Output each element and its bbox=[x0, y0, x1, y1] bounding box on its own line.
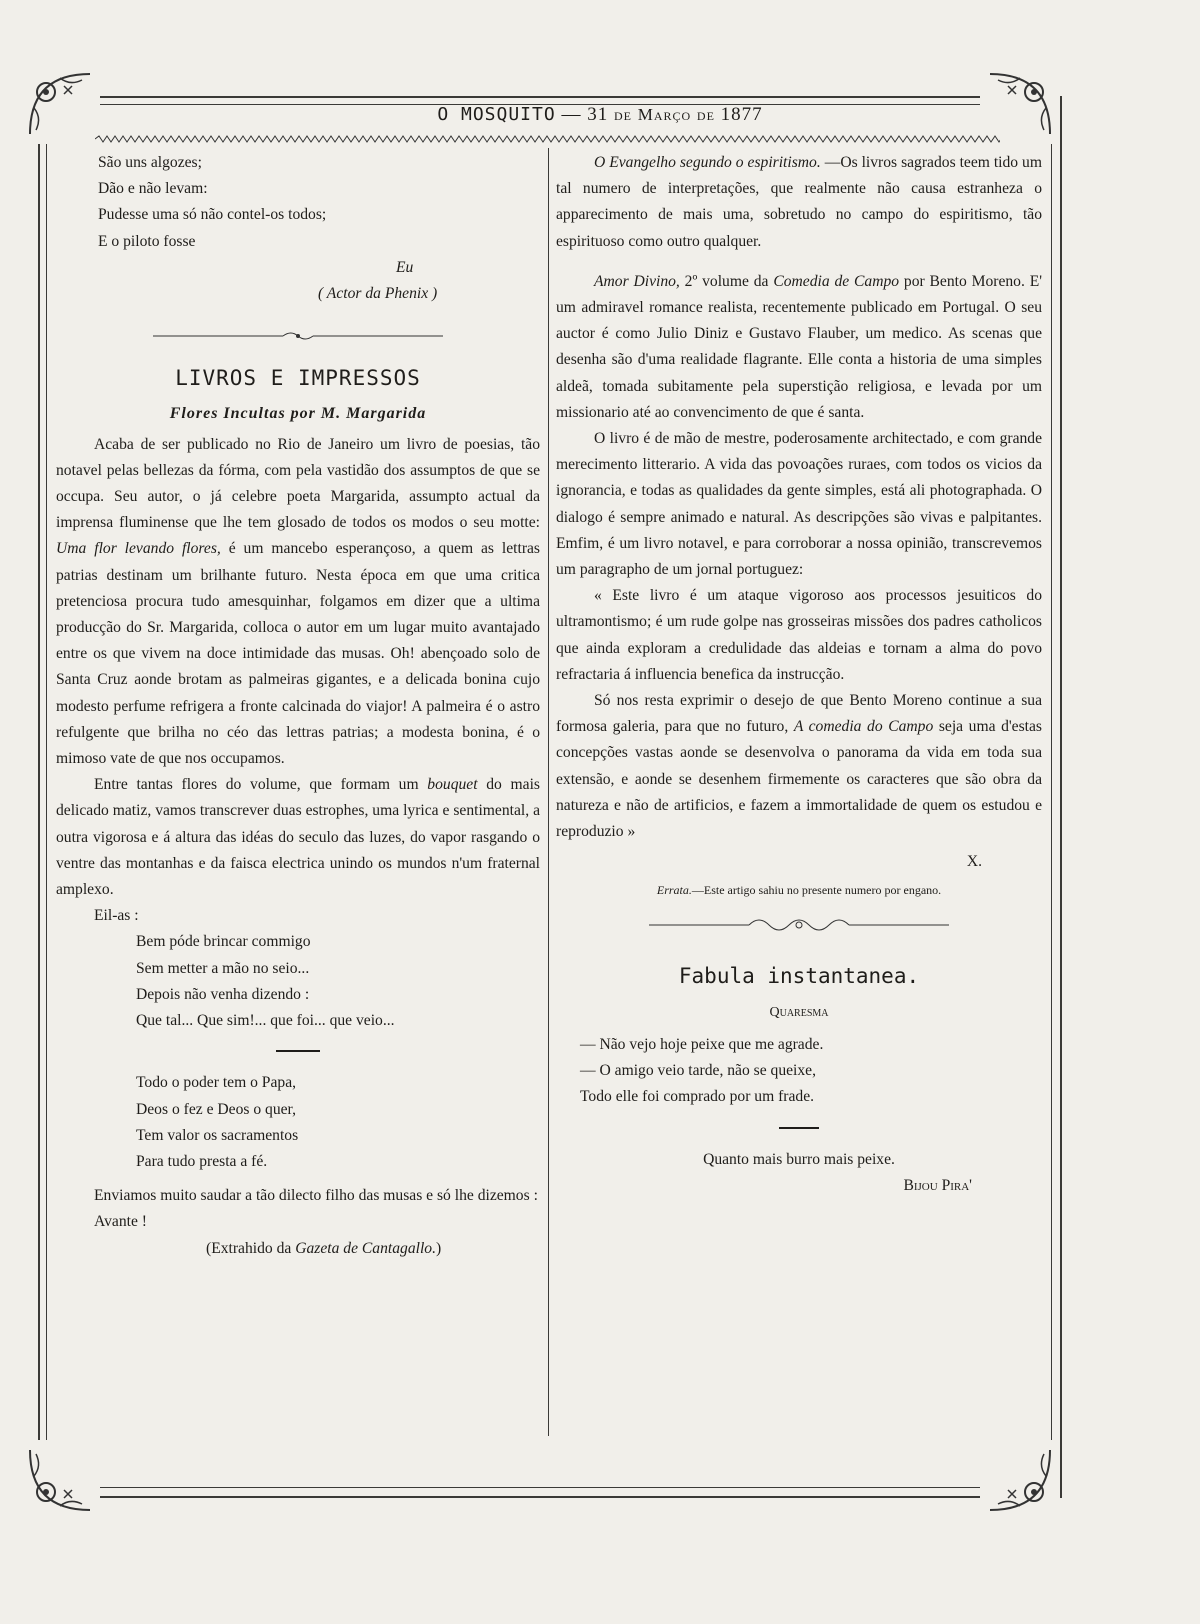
date-day: 31 bbox=[587, 104, 609, 125]
poem-signature-note: ( Actor da Phenix ) bbox=[318, 285, 438, 303]
stanza-line: Que tal... Que sim!... que foi... que veio... bbox=[136, 1012, 395, 1030]
left-column bbox=[56, 150, 540, 1262]
stanza-line: Para tudo presta a fé. bbox=[136, 1152, 268, 1170]
corner-ornament-bottom-left-icon bbox=[20, 1440, 100, 1520]
section-title: LIVROS E IMPRESSOS bbox=[175, 366, 421, 391]
poem-line: Pudesse uma só não contel-os todos; bbox=[98, 206, 327, 224]
masthead bbox=[150, 104, 1050, 126]
review-paragraph: O livro é de mão de mestre, poderosamente architectado, e com grande merecimento litterario. A vida das povoações ruraes, com todos os vicios da ignorancia, e todas as qualidades da gente simples, está ali photographada. O dialogo é sempre animado e natural. As descripções são vivas e palpitantes. Emfim, é um livro notavel, e para corroborar a nossa opinião, transcrevemos um paragrapho de um jornal portuguez: bbox=[556, 430, 1042, 579]
fable-line: — O amigo veio tarde, não se queixe, bbox=[580, 1062, 817, 1080]
corner-ornament-top-left-icon bbox=[20, 64, 100, 144]
poem-line: São uns algozes; bbox=[98, 154, 202, 171]
stanza-line: Tem valor os sacramentos bbox=[136, 1126, 299, 1144]
date-de-1: de bbox=[613, 105, 632, 124]
avante-line: Avante ! bbox=[94, 1213, 147, 1231]
notice-evangelho: O Evangelho segundo o espiritismo. —Os livros sagrados teem tido um tal numero de interpretações, que realmente não causa estranheza o apparecimento de mais uma, sobretudo no campo do espiritismo, tão espirituoso como outro qualquer. bbox=[556, 154, 1042, 250]
author-signature: X. bbox=[966, 853, 982, 871]
review-subtitle: Flores Incultas por M. Margarida bbox=[169, 405, 427, 423]
fable-subtitle: Quaresma bbox=[769, 1004, 829, 1020]
wavy-rule-icon bbox=[95, 134, 1000, 144]
fable-author: Bijou Pira' bbox=[903, 1176, 972, 1194]
poem-signature: Eu bbox=[396, 258, 414, 276]
stanza-line: Deos o fez e Deos o quer, bbox=[136, 1100, 297, 1118]
date-month: Março bbox=[637, 105, 692, 124]
poem-line: Dão e não levam: bbox=[98, 180, 208, 198]
fable-moral: Quanto mais burro mais peixe. bbox=[703, 1150, 895, 1168]
review-paragraph: Só nos resta exprimir o desejo de que Bento Moreno continue a sua formosa galeria, para que no futuro, A comedia do Campo seja uma d'estas concepções vastas aonde se desenvolva o panorama da vida em toda sua extensão, e aonde se desenhem firmemente os caracteres que são obra da natureza e não de artificios, e fazem a immortalidade de quem os estudou e reproduzio » bbox=[556, 692, 1042, 841]
quoted-paragraph: « Este livro é um ataque vigoroso aos processos jesuiticos do ultramontismo; é um rude golpe nas grosseiras missões dos padres catholicos que ainda exploram a credulidade das aldeias e tornam a alma do povo refractaria á influencia benefica da instrucção. bbox=[556, 587, 1042, 683]
poem-ending bbox=[56, 150, 540, 255]
section-divider-ornament-icon bbox=[153, 321, 443, 351]
notice-amor-divino: Amor Divino, 2º volume da Comedia de Campo por Bento Moreno. E' um admiravel romance realista, recentemente publicado em Portugal. O seu auctor é como Julio Diniz e Gustavo Flauber, um medico. As scenas que desenha são d'uma realidade flagrante. Elle conta a historia de uma simples aldeã, tomada subitamente pela superstição religiosa, e levada por um missionario até ao convencimento de que é santa. bbox=[556, 272, 1043, 421]
stanza-line: Bem póde brincar commigo bbox=[136, 933, 311, 951]
closing-paragraph: Enviamos muito saudar a tão dilecto filho das musas e só lhe dizemos : bbox=[94, 1187, 538, 1205]
fable-verses bbox=[556, 1032, 1042, 1111]
section-divider-ornament-icon bbox=[649, 913, 949, 937]
fable-line: Todo elle foi comprado por um frade. bbox=[580, 1088, 815, 1106]
review-paragraph: Acaba de ser publicado no Rio de Janeiro um livro de poesias, tão notavel pelas bellezas da fórma, com pela vastidão dos assumptos de que se occupa. Seu autor, o já celebre poeta Margarida, assumpto actual da imprensa fluminense que lhe tem glosado de todos os modos o seu motte: Uma flor levando flores, é um mancebo esperançoso, a quem as lettras patrias destinam um brilhante futuro. Nesta época em que uma critica pretenciosa procura tudo amesquinhar, folgamos em dizer que a ultima producção do Sr. Margarida, colloca o autor em um lugar muito avantajado entre os que vivem na doce intimidade das musas. Oh! abençoado solo de Santa Cruz aonde brotam as palmeiras gigantes, e a delicada bonina cujo modesto perfume refrigera a fronte calcinada do viajor! A palmeira é o astro refulgente que brilha no céo das lettras patrias; a modesta bonina, é o mimoso vate de que nos occupamos. bbox=[56, 435, 540, 768]
masthead-dash: — bbox=[561, 104, 582, 125]
source-line: (Extrahido da Gazeta de Cantagallo.) bbox=[206, 1239, 442, 1257]
stanza-line: Depois não venha dizendo : bbox=[136, 985, 310, 1003]
stanza-vigorous bbox=[56, 1070, 540, 1175]
stanza-separator bbox=[276, 1050, 320, 1052]
review-paragraph: Entre tantas flores do volume, que formam um bouquet do mais delicado matiz, vamos transcrever duas estrophes, uma lyrica e sentimental, a outra vigorosa e á altura das idéas do seculo das luzes, do vapor rasgando o ventre das montanhas e da faisca electrica unindo os mundos n'um fraternal amplexo. bbox=[56, 776, 540, 899]
stanza-line: Todo o poder tem o Papa, bbox=[136, 1074, 297, 1092]
fable-separator bbox=[779, 1127, 819, 1129]
stanza-line: Sem metter a mão no seio... bbox=[136, 959, 310, 977]
eilas-line: Eil-as : bbox=[94, 907, 139, 925]
right-column bbox=[556, 150, 1042, 1199]
newspaper-name: O MOSQUITO bbox=[437, 104, 556, 125]
fable-line: — Não vejo hoje peixe que me agrade. bbox=[580, 1035, 824, 1053]
fable-title: Fabula instantanea. bbox=[678, 964, 920, 989]
date-de-2: de bbox=[696, 105, 715, 124]
stanza-lyric bbox=[56, 929, 540, 1034]
date-year: 1877 bbox=[720, 104, 763, 125]
column-divider bbox=[548, 148, 549, 1436]
corner-ornament-bottom-right-icon bbox=[980, 1440, 1060, 1520]
poem-line: E o piloto fosse bbox=[98, 232, 196, 250]
errata-note: Errata.—Este artigo sahiu no presente numero por engano. bbox=[656, 883, 942, 898]
